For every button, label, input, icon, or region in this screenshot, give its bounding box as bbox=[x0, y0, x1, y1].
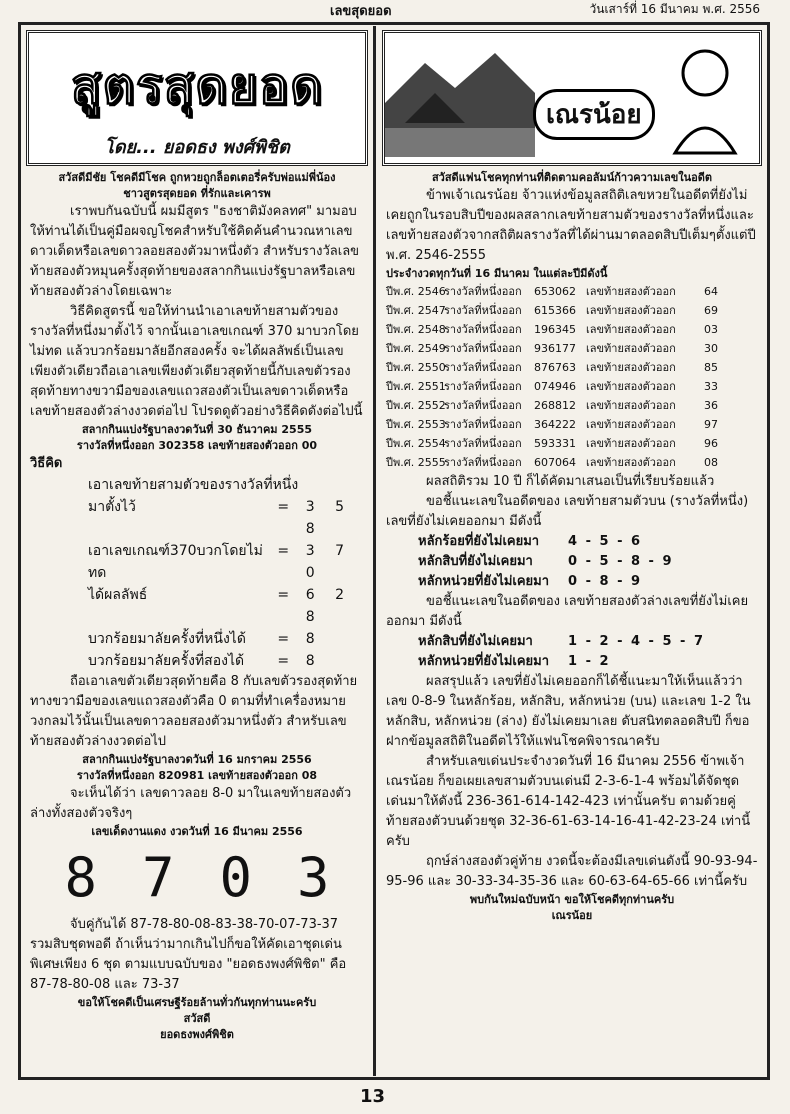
calc-eq: = bbox=[277, 653, 290, 669]
cell-first: 653062 bbox=[534, 285, 576, 298]
calc-eq: = bbox=[277, 631, 290, 647]
calc-row bbox=[88, 650, 372, 672]
cell-two: 96 bbox=[704, 437, 718, 450]
cell-first: 196345 bbox=[534, 323, 576, 336]
digit-label: หลักร้อยที่ยังไม่เคยมา bbox=[418, 534, 540, 549]
cell-year: ปีพ.ศ. 2555 bbox=[386, 456, 446, 469]
cell-year: ปีพ.ศ. 2553 bbox=[386, 418, 446, 431]
big-numbers bbox=[22, 840, 372, 915]
cell-two: 85 bbox=[704, 361, 718, 374]
cell-label: เลขท้ายสองตัวออก bbox=[586, 456, 676, 469]
calc-key: บวกร้อยมาลัยครั้งที่หนึ่งได้ bbox=[88, 631, 246, 647]
table-row bbox=[378, 339, 766, 358]
digit-label: หลักสิบที่ยังไม่เคยมา bbox=[418, 554, 533, 569]
left-greeting-2: ชาวสูตรสุดยอด ที่รักและเคารพ bbox=[123, 187, 271, 200]
cell-label: เลขท้ายสองตัวออก bbox=[586, 323, 676, 336]
cell-year: ปีพ.ศ. 2546 bbox=[386, 285, 446, 298]
digit-label: หลักสิบที่ยังไม่เคยมา bbox=[418, 634, 533, 649]
calc-eq: = bbox=[277, 499, 290, 515]
cell-label: รางวัลที่หนึ่งออก bbox=[444, 418, 522, 431]
cell-year: ปีพ.ศ. 2548 bbox=[386, 323, 446, 336]
calc-row bbox=[88, 496, 372, 540]
digit-row bbox=[378, 532, 766, 552]
right-low: ฤกษ์ล่างสองตัวคู่ท้าย งวดนี้จะต้องมีเลขเด่นดังนี้ 90-93-94-95-96 และ 30-33-34-35-36 และ 60-63-64-65-66 เท่านี้ครับ bbox=[386, 854, 758, 889]
big-digit: 8 bbox=[64, 846, 97, 909]
calc-row bbox=[88, 584, 372, 628]
cell-two: 30 bbox=[704, 342, 718, 355]
right-summary: ผลสถิติรวม 10 ปี ก็ได้คัดมาเสนอเป็นที่เรียบร้อยแล้ว bbox=[426, 474, 715, 489]
left-bye: สวัสดี bbox=[183, 1012, 211, 1025]
right-sign: เณรน้อย bbox=[551, 909, 593, 922]
digit-row bbox=[378, 572, 766, 592]
right-year-table bbox=[378, 282, 766, 472]
digit-row bbox=[378, 652, 766, 672]
calc-row bbox=[88, 628, 372, 650]
big-digit: 3 bbox=[296, 846, 330, 909]
cell-label: รางวัลที่หนึ่งออก bbox=[444, 342, 522, 355]
cell-label: เลขท้ายสองตัวออก bbox=[586, 361, 676, 374]
cell-first: 074946 bbox=[534, 380, 576, 393]
cell-two: 03 bbox=[704, 323, 718, 336]
digit-row bbox=[378, 552, 766, 572]
cell-year: ปีพ.ศ. 2547 bbox=[386, 304, 446, 317]
table-row bbox=[378, 415, 766, 434]
left-draw2: สลากกินแบ่งรัฐบาลงวดวันที่ 16 มกราคม 2556 bbox=[82, 753, 312, 766]
cell-first: 268812 bbox=[534, 399, 576, 412]
digit-values: 1 - 2 bbox=[568, 654, 611, 669]
calc-val: 6 2 8 bbox=[305, 587, 352, 625]
cell-label: รางวัลที่หนึ่งออก bbox=[444, 323, 522, 336]
right-column bbox=[378, 26, 766, 1076]
left-method: วิธีคิดสูตรนี้ ขอให้ท่านนำเอาเลขท้ายสามตัวของรางวัลที่หนึ่งมาตั้งไว้ จากนั้นเอาเลขเกณฑ์ 370 มาบวกโดยไม่ทด แล้วบวกร้อยมาลัยอีกสองครั้ง จะได้ผลลัพธ์เป็นเลขเพียงตัวเดียวถือเอาเลขเพียงตัวเดียวสุดท้ายนี้กับเลขตัวรองสุดท้ายทางขวามือของเลขแถวสองตัวเป็นเลขดาวเด็ดหรือเลขท้ายสองตัวล่างงวดต่อไป โปรดดูตัวอย่างวิธีคิดดังต่อไปนี้ bbox=[30, 304, 363, 419]
cell-year: ปีพ.ศ. 2549 bbox=[386, 342, 446, 355]
left-calc bbox=[22, 474, 372, 672]
left-pairs: จับคู่กันได้ 87-78-80-08-83-38-70-07-73-37 รวมสิบชุดพอดี ถ้าเห็นว่ามากเกินไปก็ขอให้คัดเอาชุดเด่นพิเศษเพียง 6 ชุด ตามแบบฉบับของ "ยอดธงพงศ์พิชิต" คือ 87-78-80-08 และ 73-37 bbox=[30, 917, 347, 992]
digit-values: 4 - 5 - 6 bbox=[568, 534, 643, 549]
column-divider bbox=[373, 26, 376, 1076]
cell-year: ปีพ.ศ. 2551 bbox=[386, 380, 446, 393]
cell-label: เลขท้ายสองตัวออก bbox=[586, 380, 676, 393]
table-row bbox=[378, 453, 766, 472]
calc-val: 3 5 8 bbox=[305, 499, 352, 537]
calc-eq: = bbox=[277, 543, 290, 559]
calc-val: 8 bbox=[305, 631, 323, 647]
calc-head: เอาเลขท้ายสามตัวของรางวัลที่หนึ่ง bbox=[88, 477, 299, 493]
left-logo-box bbox=[26, 30, 368, 166]
cell-first: 364222 bbox=[534, 418, 576, 431]
cell-two: 64 bbox=[704, 285, 718, 298]
left-greeting-1: สวัสดีมีชัย โชคดีมีโชค ถูกหวยถูกล็อตเตอรี่ครับพ่อแม่พี่น้อง bbox=[58, 171, 336, 184]
calc-eq: = bbox=[277, 587, 290, 603]
cell-label: รางวัลที่หนึ่งออก bbox=[444, 285, 522, 298]
cell-label: เลขท้ายสองตัวออก bbox=[586, 285, 676, 298]
right-bye: พบกันใหม่ฉบับหน้า ขอให้โชคดีทุกท่านครับ bbox=[469, 893, 675, 906]
table-row bbox=[378, 358, 766, 377]
digit-values: 1 - 2 - 4 - 5 - 7 bbox=[568, 634, 706, 649]
page-number: 13 bbox=[360, 1086, 386, 1107]
right-bottom-intro: ขอชี้แนะเลขในอดีตของ เลขท้ายสองตัวล่างเลขที่ยังไม่เคยออกมา มีดังนี้ bbox=[386, 594, 749, 629]
left-draw1-result: รางวัลที่หนึ่งออก 302358 เลขท้ายสองตัวออก 00 bbox=[76, 439, 318, 452]
table-row bbox=[378, 434, 766, 453]
cell-two: 97 bbox=[704, 418, 718, 431]
digit-values: 0 - 8 - 9 bbox=[568, 574, 643, 589]
calc-key: ได้ผลลัพธ์ bbox=[88, 587, 148, 603]
cell-two: 33 bbox=[704, 380, 718, 393]
calc-key: เอาเลขเกณฑ์370บวกโดยไม่ทด bbox=[88, 543, 263, 581]
calc-key: มาตั้งไว้ bbox=[88, 499, 136, 515]
left-intro: เราพบกันฉบับนี้ ผมมีสูตร "ธงชาติมังคลทศ" มามอบให้ท่านได้เป็นคู่มือผจญโชคสำหรับใช้คิดค้นคำนวณหาเลขดาวเด็ดหรือเลขดาวลอยสองตัวมาหนึ่งตัว สำหรับรางวัลเลขท้ายสองตัวหมุนครั้งสุดท้ายของสลากกินแบ่งรัฐบาลหรือเลขท้ายสองตัวล่างโดยเฉพาะ bbox=[30, 204, 360, 299]
right-logo-title: เณรน้อย bbox=[533, 89, 655, 140]
cell-label: รางวัลที่หนึ่งออก bbox=[444, 361, 522, 374]
cell-label: เลขท้ายสองตัวออก bbox=[586, 418, 676, 431]
right-table-head: ประจำงวดทุกวันที่ 16 มีนาคม ในแต่ละปีมีดังนี้ bbox=[386, 267, 608, 280]
top-header bbox=[0, 0, 790, 18]
cell-label: รางวัลที่หนึ่งออก bbox=[444, 399, 522, 412]
left-draw2-result: รางวัลที่หนึ่งออก 820981 เลขท้ายสองตัวออก 08 bbox=[76, 769, 318, 782]
cell-label: เลขท้ายสองตัวออก bbox=[586, 399, 676, 412]
digit-values: 0 - 5 - 8 - 9 bbox=[568, 554, 674, 569]
header-date: วันเสาร์ที่ 16 มีนาคม พ.ศ. 2556 bbox=[589, 2, 760, 16]
cell-two: 36 bbox=[704, 399, 718, 412]
cell-two: 08 bbox=[704, 456, 718, 469]
left-draw1: สลากกินแบ่งรัฐบาลงวดวันที่ 30 ธันวาคม 2555 bbox=[81, 423, 313, 436]
cell-label: เลขท้ายสองตัวออก bbox=[586, 437, 676, 450]
left-logo-title: สูตรสุดยอด bbox=[70, 56, 324, 115]
left-sign: ยอดธงพงศ์พิชิต bbox=[160, 1028, 234, 1041]
digit-label: หลักหน่วยที่ยังไม่เคยมา bbox=[418, 654, 550, 669]
left-byline: โดย... ยอดธง พงศ์พิชิต bbox=[104, 137, 290, 158]
cell-label: รางวัลที่หนึ่งออก bbox=[444, 304, 522, 317]
calc-val: 3 7 0 bbox=[305, 543, 352, 581]
right-conclusion: ผลสรุปแล้ว เลขที่ยังไม่เคยออกก็ได้ชี้แนะมาให้เห็นแล้วว่าเลข 0-8-9 ในหลักร้อย, หลักสิบ, หลักหน่วย (บน) และเลข 1-2 ในหลักสิบ, หลักหน่วย (ล่าง) ยังไม่เคยมาเลย ดับสนิทตลอดสิบปี ก็ขอฝากข้อมูลสถิติในอดีตไว้ให้แฟนโชคพิจารณาครับ bbox=[386, 674, 751, 749]
left-bless: ขอให้โชคดีเป็นเศรษฐีร้อยล้านทั่วกันทุกท่านนะครับ bbox=[77, 996, 317, 1009]
header-brand: เลขสุดยอด bbox=[330, 4, 392, 19]
cell-year: ปีพ.ศ. 2554 bbox=[386, 437, 446, 450]
right-greeting: สวัสดีแฟนโชคทุกท่านที่ติดตามคอลัมน์ก้าวความเลขในอดีต bbox=[431, 171, 713, 184]
right-intro: ข้าพเจ้าเณรน้อย จ้าวแห่งข้อมูลสถิติเลขหวยในอดีตที่ยังไม่เคยถูกในรอบสิบปีของผลสลากเลขท้ายสามตัวของรางวัลที่หนึ่งและเลขท้ายสองตัวจากสถิติผลรางวัลที่ได้ผ่านมาตลอดสิบปีเต็มๆตั้งแต่ปี พ.ศ. 2546-2555 bbox=[386, 188, 756, 263]
cell-label: เลขท้ายสองตัวออก bbox=[586, 342, 676, 355]
left-result: ถือเอาเลขตัวเดียวสุดท้ายคือ 8 กับเลขตัวรองสุดท้ายทางขวามือของเลขแถวสองตัวคือ 0 ตามที่ทำเครื่องหมายวงกลมไว้นั้นเป็นเลขดาวลอยสองตัวมาหนึ่งตัว สำหรับเลขท้ายสองตัวล่างงวดต่อไป bbox=[30, 674, 358, 749]
calc-key: บวกร้อยมาลัยครั้งที่สองได้ bbox=[88, 653, 245, 669]
digit-row bbox=[378, 632, 766, 652]
cell-label: รางวัลที่หนึ่งออก bbox=[444, 456, 522, 469]
cell-label: เลขท้ายสองตัวออก bbox=[586, 304, 676, 317]
cell-first: 593331 bbox=[534, 437, 576, 450]
cell-year: ปีพ.ศ. 2550 bbox=[386, 361, 446, 374]
table-row bbox=[378, 301, 766, 320]
left-howto: วิธีคิด bbox=[30, 456, 63, 471]
calc-val: 8 bbox=[305, 653, 323, 669]
cell-first: 936177 bbox=[534, 342, 576, 355]
digit-label: หลักหน่วยที่ยังไม่เคยมา bbox=[418, 574, 550, 589]
right-top-intro: ขอชี้แนะเลขในอดีตของ เลขท้ายสามตัวบน (รางวัลที่หนึ่ง) เลขที่ยังไม่เคยออกมา มีดังนี้ bbox=[386, 494, 749, 529]
cell-first: 876763 bbox=[534, 361, 576, 374]
left-column bbox=[22, 26, 372, 1076]
left-confirm: จะเห็นได้ว่า เลขดาวลอย 8-0 มาในเลขท้ายสองตัวล่างทั้งสองตัวจริงๆ bbox=[30, 786, 352, 821]
cell-first: 615366 bbox=[534, 304, 576, 317]
right-logo-box bbox=[382, 30, 762, 166]
big-digit: 0 bbox=[219, 846, 252, 909]
cell-two: 69 bbox=[704, 304, 718, 317]
table-row bbox=[378, 320, 766, 339]
left-forecast: เลขเด็ดงานแดง งวดวันที่ 16 มีนาคม 2556 bbox=[91, 825, 303, 838]
cell-label: รางวัลที่หนึ่งออก bbox=[444, 380, 522, 393]
table-row bbox=[378, 396, 766, 415]
cell-first: 607064 bbox=[534, 456, 576, 469]
big-digit: 7 bbox=[141, 846, 175, 909]
cell-label: รางวัลที่หนึ่งออก bbox=[444, 437, 522, 450]
table-row bbox=[378, 282, 766, 301]
calc-row bbox=[88, 540, 372, 584]
right-forecast: สำหรับเลขเด่นประจำงวดวันที่ 16 มีนาคม 2556 ข้าพเจ้าเณรน้อย ก็ขอเผยเลขสามตัวบนเด่นมี 2-3-6-1-4 พร้อมได้จัดชุดเด่นมาให้ดังนี้ 236-361-614-142-423 เท่านั้นครับ ตามด้วยคู่ท้ายสองตัวบนด้วยชุด 32-36-61-63-14-16-41-42-23-24 เท่านี้ครับ bbox=[386, 754, 751, 849]
table-row bbox=[378, 377, 766, 396]
cell-year: ปีพ.ศ. 2552 bbox=[386, 399, 446, 412]
